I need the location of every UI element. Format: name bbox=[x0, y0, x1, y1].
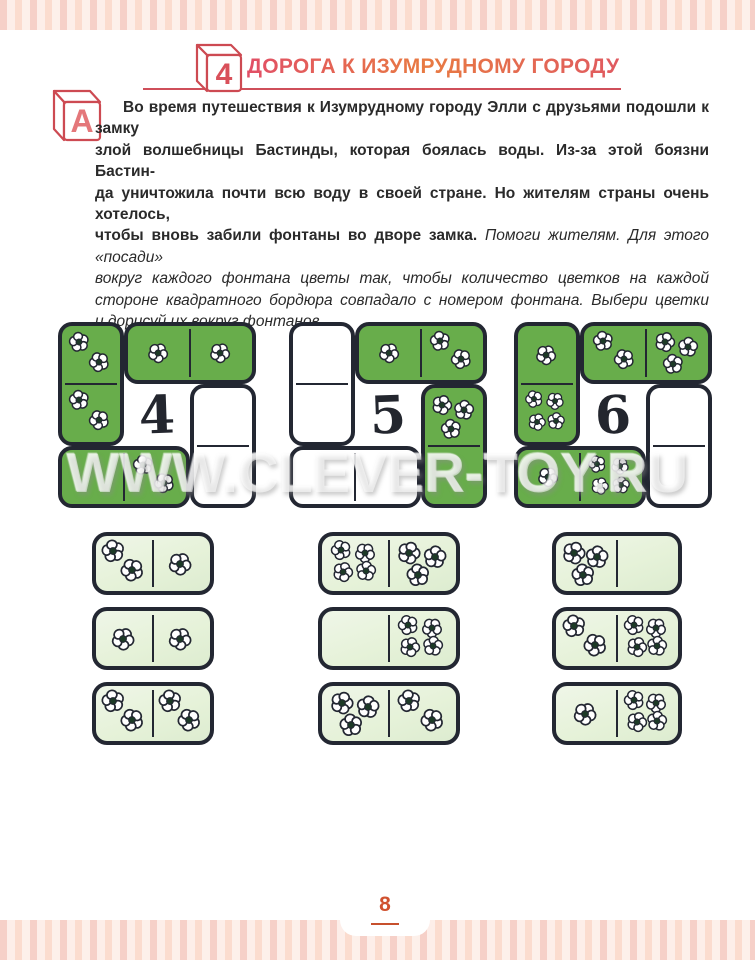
intro-line: чтобы вновь забили фонтаны во дворе замка. Помоги жителям. Для этого «посади» bbox=[95, 227, 709, 266]
flower bbox=[405, 562, 431, 588]
domino-cell bbox=[556, 611, 617, 666]
domino-cell bbox=[584, 326, 646, 380]
flower bbox=[131, 454, 154, 477]
flower-icon bbox=[163, 546, 199, 582]
puzzle-domino-left bbox=[514, 322, 580, 446]
flower-icon bbox=[545, 391, 565, 411]
puzzle-domino-left bbox=[58, 322, 124, 446]
flower-icon bbox=[172, 702, 207, 737]
fountain-puzzle-6 bbox=[514, 322, 712, 508]
flower-icon bbox=[567, 696, 603, 732]
intro-line: Во время путешествия к Изумрудному городу Элли с друзьями подошли к замку bbox=[95, 99, 709, 138]
flower-icon bbox=[530, 339, 562, 371]
flower bbox=[338, 712, 364, 738]
puzzle-domino-left bbox=[289, 322, 355, 446]
flower bbox=[428, 330, 451, 353]
flower bbox=[590, 476, 610, 496]
domino-cell bbox=[293, 450, 355, 504]
domino-cell bbox=[62, 450, 124, 504]
puzzle-domino-top bbox=[124, 322, 256, 384]
flower-icon bbox=[642, 631, 673, 662]
fountain-number: 5 bbox=[368, 383, 408, 447]
flower-icon bbox=[608, 471, 635, 498]
flower bbox=[146, 342, 169, 365]
domino-cell bbox=[425, 446, 483, 504]
flower bbox=[88, 408, 111, 431]
flower bbox=[355, 560, 378, 583]
flower bbox=[546, 411, 566, 431]
domino-cell bbox=[96, 611, 153, 666]
puzzle-domino-top bbox=[580, 322, 712, 384]
watermark: WWW.CLEVER-TOY.RU bbox=[66, 441, 689, 504]
puzzle-domino-bottom bbox=[514, 446, 646, 508]
flower-icon bbox=[435, 413, 466, 444]
puzzle-domino-right bbox=[646, 384, 712, 508]
chapter-cube-icon bbox=[190, 42, 244, 99]
domino-cell bbox=[389, 611, 456, 666]
fountain-number: 4 bbox=[137, 383, 177, 447]
flower bbox=[449, 348, 472, 371]
intro-line: стороне квадратного бордюра совпадало с номером фонтана. Выбери цветки bbox=[95, 291, 709, 309]
choice-domino-tile bbox=[318, 682, 460, 745]
flower bbox=[591, 330, 614, 353]
fountain-number: 6 bbox=[593, 383, 633, 447]
flower-icon bbox=[204, 337, 236, 369]
flower-icon bbox=[373, 337, 405, 369]
domino-cell bbox=[128, 326, 190, 380]
flower-icon bbox=[418, 631, 449, 662]
domino-cell bbox=[617, 686, 678, 741]
domino-cell bbox=[96, 686, 153, 741]
fountain-puzzle-4 bbox=[58, 322, 256, 508]
domino-cell bbox=[293, 384, 351, 442]
domino-cell bbox=[96, 536, 153, 591]
choice-domino-tile bbox=[92, 532, 214, 595]
flower bbox=[422, 635, 445, 658]
domino-cell bbox=[293, 326, 351, 384]
intro-paragraph bbox=[95, 97, 709, 332]
flower-icon bbox=[115, 552, 150, 587]
choice-domino-tile bbox=[552, 607, 682, 670]
domino-cell bbox=[617, 611, 678, 666]
domino-cell bbox=[62, 384, 120, 442]
flower bbox=[662, 352, 685, 375]
top-stripe-border bbox=[0, 0, 755, 30]
flower bbox=[152, 472, 175, 495]
flower bbox=[439, 417, 462, 440]
domino-cell bbox=[322, 611, 389, 666]
page-title: ДОРОГА К ИЗУМРУДНОМУ ГОРОДУ bbox=[247, 55, 620, 78]
domino-cell bbox=[355, 450, 417, 504]
flower-icon bbox=[106, 621, 142, 657]
flower bbox=[167, 626, 193, 652]
domino-cell bbox=[421, 326, 483, 380]
domino-cell bbox=[650, 388, 708, 446]
domino-cell bbox=[194, 446, 252, 504]
puzzle-domino-right bbox=[190, 384, 256, 508]
flower bbox=[534, 344, 557, 367]
flower bbox=[582, 632, 608, 658]
flower-icon bbox=[334, 707, 369, 742]
intro-line: вокруг каждого фонтана цветы так, чтобы количество цветков на каждой bbox=[95, 270, 709, 288]
domino-cell bbox=[556, 686, 617, 741]
domino-cell bbox=[617, 536, 678, 591]
flower bbox=[176, 707, 202, 733]
domino-cell bbox=[194, 388, 252, 446]
puzzle-domino-top bbox=[355, 322, 487, 384]
flower bbox=[208, 342, 231, 365]
flower bbox=[377, 342, 400, 365]
domino-cell bbox=[153, 536, 210, 591]
domino-cell bbox=[518, 450, 580, 504]
flower bbox=[119, 557, 145, 583]
chapter-number: 4 bbox=[215, 58, 233, 91]
page-number-underline bbox=[371, 923, 399, 925]
flower bbox=[167, 551, 193, 577]
domino-cell bbox=[62, 326, 120, 384]
puzzle-domino-right bbox=[421, 384, 487, 508]
domino-cell bbox=[425, 388, 483, 446]
choice-domino-tile bbox=[552, 532, 682, 595]
intro-line: злой волшебницы Бастинды, которая боялась воды. Из-за этой боязни Бастин- bbox=[95, 141, 709, 181]
puzzle-domino-bottom bbox=[58, 446, 190, 508]
flower-icon bbox=[658, 348, 689, 379]
flower-icon bbox=[445, 344, 476, 375]
domino-cell bbox=[322, 686, 389, 741]
choice-domino-tile bbox=[92, 682, 214, 745]
choice-domino-tile bbox=[318, 607, 460, 670]
flower bbox=[612, 348, 635, 371]
flower-icon bbox=[532, 461, 564, 493]
flower-icon bbox=[115, 702, 150, 737]
domino-cell bbox=[580, 450, 642, 504]
flower-icon bbox=[401, 557, 436, 592]
domino-cell bbox=[153, 686, 210, 741]
flower-icon bbox=[642, 706, 673, 737]
domino-cell bbox=[389, 536, 456, 591]
flower bbox=[587, 454, 607, 474]
choice-domino-tile bbox=[92, 607, 214, 670]
domino-cell bbox=[359, 326, 421, 380]
domino-cell bbox=[322, 536, 389, 591]
flower-icon bbox=[577, 627, 612, 662]
domino-cell bbox=[556, 536, 617, 591]
domino-cell bbox=[650, 446, 708, 504]
flower bbox=[88, 350, 111, 373]
flower-icon bbox=[163, 621, 199, 657]
puzzle-domino-bottom bbox=[289, 446, 421, 508]
flower bbox=[611, 475, 631, 495]
flower bbox=[524, 389, 544, 409]
flower-icon bbox=[565, 557, 600, 592]
intro-line: да уничтожила почти всю воду в своей стране. Но жителям страны очень хотелось, bbox=[95, 184, 709, 224]
flower bbox=[646, 635, 669, 658]
flower-icon bbox=[543, 408, 570, 435]
flower-icon bbox=[83, 404, 114, 435]
flower bbox=[646, 710, 669, 733]
flower bbox=[419, 707, 445, 733]
flower-icon bbox=[414, 702, 449, 737]
page-number: 8 bbox=[379, 893, 391, 916]
flower-icon bbox=[142, 337, 174, 369]
flower-icon bbox=[351, 556, 382, 587]
intro-line: фонтанов. bbox=[242, 313, 324, 331]
flower bbox=[110, 626, 136, 652]
domino-cell bbox=[518, 384, 576, 442]
flower bbox=[570, 562, 596, 588]
flower-icon bbox=[148, 468, 179, 499]
flower-icon bbox=[583, 450, 611, 478]
choice-domino-tile bbox=[318, 532, 460, 595]
flower-icon bbox=[83, 346, 114, 377]
domino-cell bbox=[153, 611, 210, 666]
choice-domino-tile bbox=[552, 682, 682, 745]
domino-cell bbox=[190, 326, 252, 380]
flower bbox=[119, 707, 145, 733]
domino-cell bbox=[389, 686, 456, 741]
flower bbox=[545, 391, 565, 411]
flower bbox=[572, 701, 598, 727]
section-letter: А bbox=[70, 103, 94, 139]
flower bbox=[536, 466, 559, 489]
fountain-puzzle-5 bbox=[289, 322, 487, 508]
flower-icon bbox=[608, 344, 639, 375]
domino-cell bbox=[124, 450, 186, 504]
domino-cell bbox=[518, 326, 576, 384]
domino-cell bbox=[646, 326, 708, 380]
